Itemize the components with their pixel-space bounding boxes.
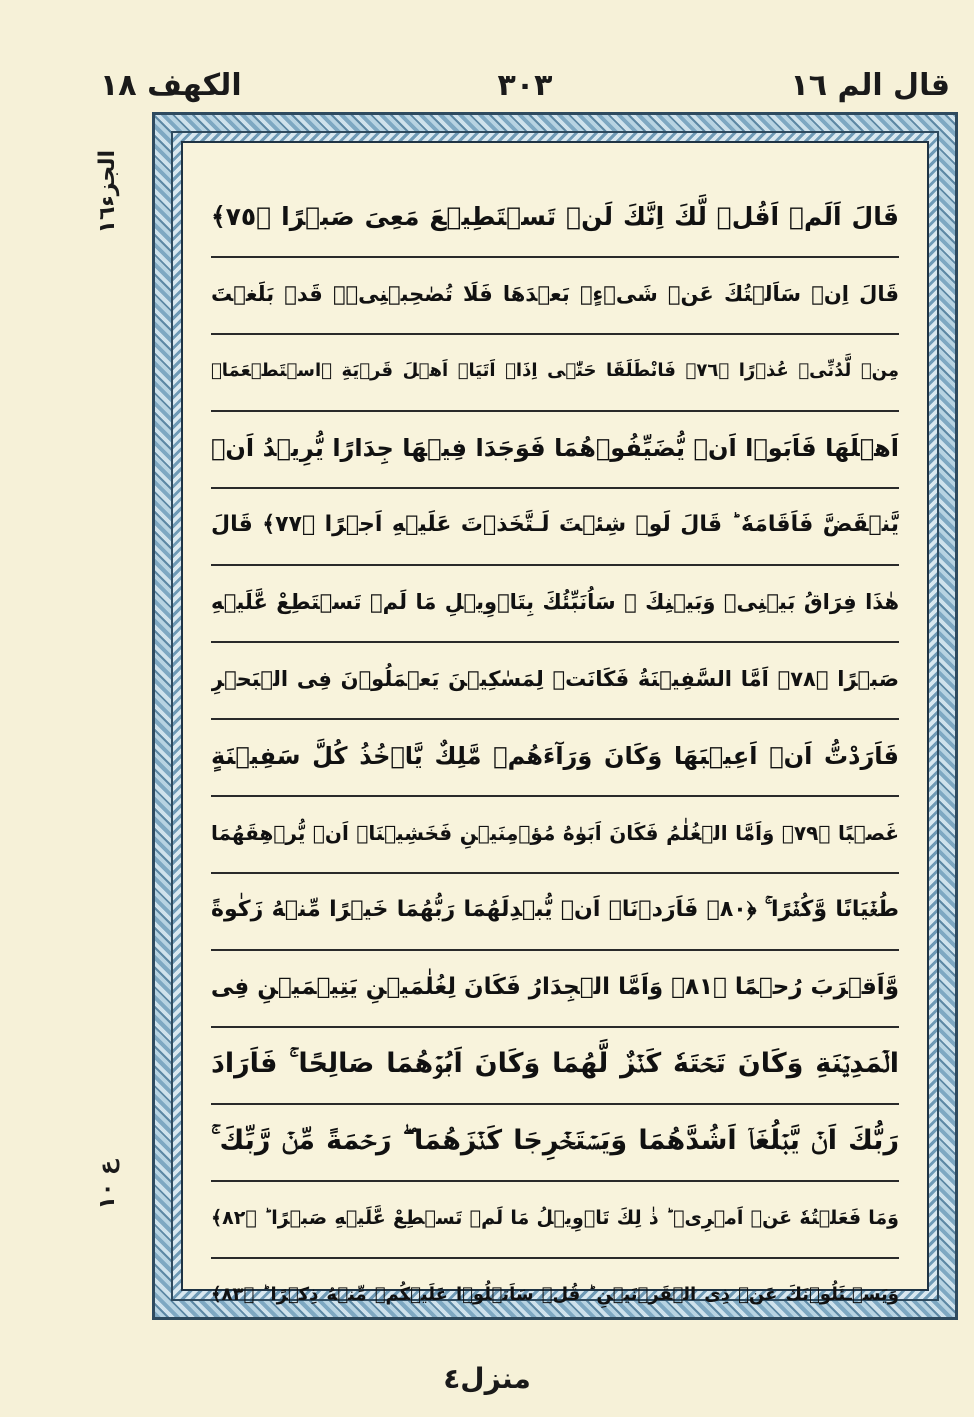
manzil-label: منزل٤: [443, 1362, 531, 1395]
verse-line: الۡمَدِيۡنَةِ وَكَانَ تَحۡتَهٗ كَنۡزٌ لَّهُمَا وَكَانَ اَبُوۡهُمَا صَالِحًا‌ ۚ فَاَرَادَ: [211, 1028, 899, 1105]
juz-title: قال الم ١٦: [790, 68, 950, 103]
verse-line: وَمَا فَعَلۡتُهٗ عَنۡ اَمۡرِىۡ‌ ؕ ذٰ لِكَ تَاۡوِيۡلُ مَا لَمۡ تَسۡطِعْ عَّلَيۡهِ صَبۡرًا ؕ ﴿٨٢﴾: [211, 1182, 899, 1259]
text-area: [181, 141, 929, 1305]
verse-line: قَالَ اَلَمۡ اَقُلۡ لَّكَ اِنَّكَ لَنۡ تَسۡتَطِيۡعَ مَعِىَ صَبۡرًا ﴿٧٥﴾: [211, 181, 899, 258]
verse-line: صَبۡرًا ﴿٧٨﴾ اَمَّا السَّفِيۡنَةُ فَكَانَتۡ لِمَسٰكِيۡنَ يَعۡمَلُوۡنَ فِى الۡبَحۡرِ: [211, 643, 899, 720]
side-juz-label: الجزء١٦: [95, 150, 120, 234]
verse-line: يَّنۡقَضَّ فَاَقَامَهٗ‌ ؕ قَالَ لَوۡ شِئۡتَ لَـتَّخَذۡتَ عَلَيۡهِ اَجۡرًا ﴿٧٧﴾ قَالَ: [211, 489, 899, 566]
surah-title: الكهف ١٨: [100, 68, 242, 103]
verse-line: وَيَسۡـئَلُوۡنَكَ عَنۡ ذِى الۡقَرۡنَيۡنِ‌ ؕ قُلۡ سَاَتۡلُوۡا عَلَيۡكُمۡ مِّنۡهُ ذِكۡرًا ؕ ﴿٨٣﴾: [211, 1284, 899, 1305]
verse-line: فَاَرَدْتُّ اَنۡ اَعِيۡبَهَا وَكَانَ وَرَآءَهُمۡ مَّلِكٌ يَّاۡخُذُ كُلَّ سَفِيۡنَةٍ: [211, 720, 899, 797]
frame-decorative-band: [171, 131, 939, 1305]
verse-line: هٰذَا فِرَاقُ بَيۡنِىۡ وَبَيۡنِكَ‌ ۚ سَاُنَبِّئُكَ بِتَاۡوِيۡلِ مَا لَمۡ تَسۡتَطِعْ عَّلَيۡهِ: [211, 566, 899, 643]
verse-line: وَّاَقۡرَبَ رُحۡمًا ﴿٨١﴾ وَاَمَّا الۡجِدَارُ فَكَانَ لِغُلٰمَيۡنِ يَتِيۡمَيۡنِ فِى: [211, 951, 899, 1028]
verse-line: قَالَ اِنۡ سَاَلۡتُكَ عَنۡ شَىۡءٍۢ بَعۡدَهَا فَلَا تُصٰحِبۡنِىۡ‌ۚ قَدۡ بَلَغۡتَ: [211, 258, 899, 335]
verse-lines: [183, 143, 927, 1305]
page-header: [100, 60, 950, 110]
verse-line: رَبُّكَ اَنۡ يَّبۡلُغَاۤ اَشُدَّهُمَا وَيَسۡتَخۡرِجَا كَنۡزَهُمَا‌ ‌ۖ رَحۡمَةً مِّنۡ رَّبِّكَ‌ ۚ: [211, 1105, 899, 1182]
verse-line: طُغۡيَانًا وَّكُفۡرًا‌ ۚ ﴿٨٠﴾ فَاَرَدۡنَاۤ اَنۡ يُّبۡدِلَهُمَا رَبُّهُمَا خَيۡرًا مِّنۡهُ زَكٰوةً: [211, 874, 899, 951]
verse-line: اَهۡلَهَا فَاَبَوۡا اَنۡ يُّضَيِّفُوۡهُمَا فَوَجَدَا فِيۡهَا جِدَارًا يُّرِيۡدُ اَنۡ: [211, 412, 899, 489]
verse-line: غَصۡبًا ﴿٧٩﴾ وَاَمَّا الۡغُلٰمُ فَكَانَ اَبَوٰهُ مُؤۡمِنَيۡنِ فَخَشِيۡنَاۤ اَنۡ يُّرۡهِقَهُمَا: [211, 797, 899, 874]
verse-line: مِنۡ لَّدُنِّىۡ عُذۡرًا ﴿٧٦﴾ فَانْطَلَقَا‌ حَتّٰۤى اِذَاۤ اَتَيَاۤ اَهۡلَ قَرۡيَةِ ۨاسۡتَطۡعَمَاۤ: [211, 335, 899, 412]
page-border-frame: [152, 112, 958, 1320]
page-number: ٣٠٣: [497, 68, 553, 103]
side-ruku-label: ع ١٠: [95, 1160, 120, 1210]
